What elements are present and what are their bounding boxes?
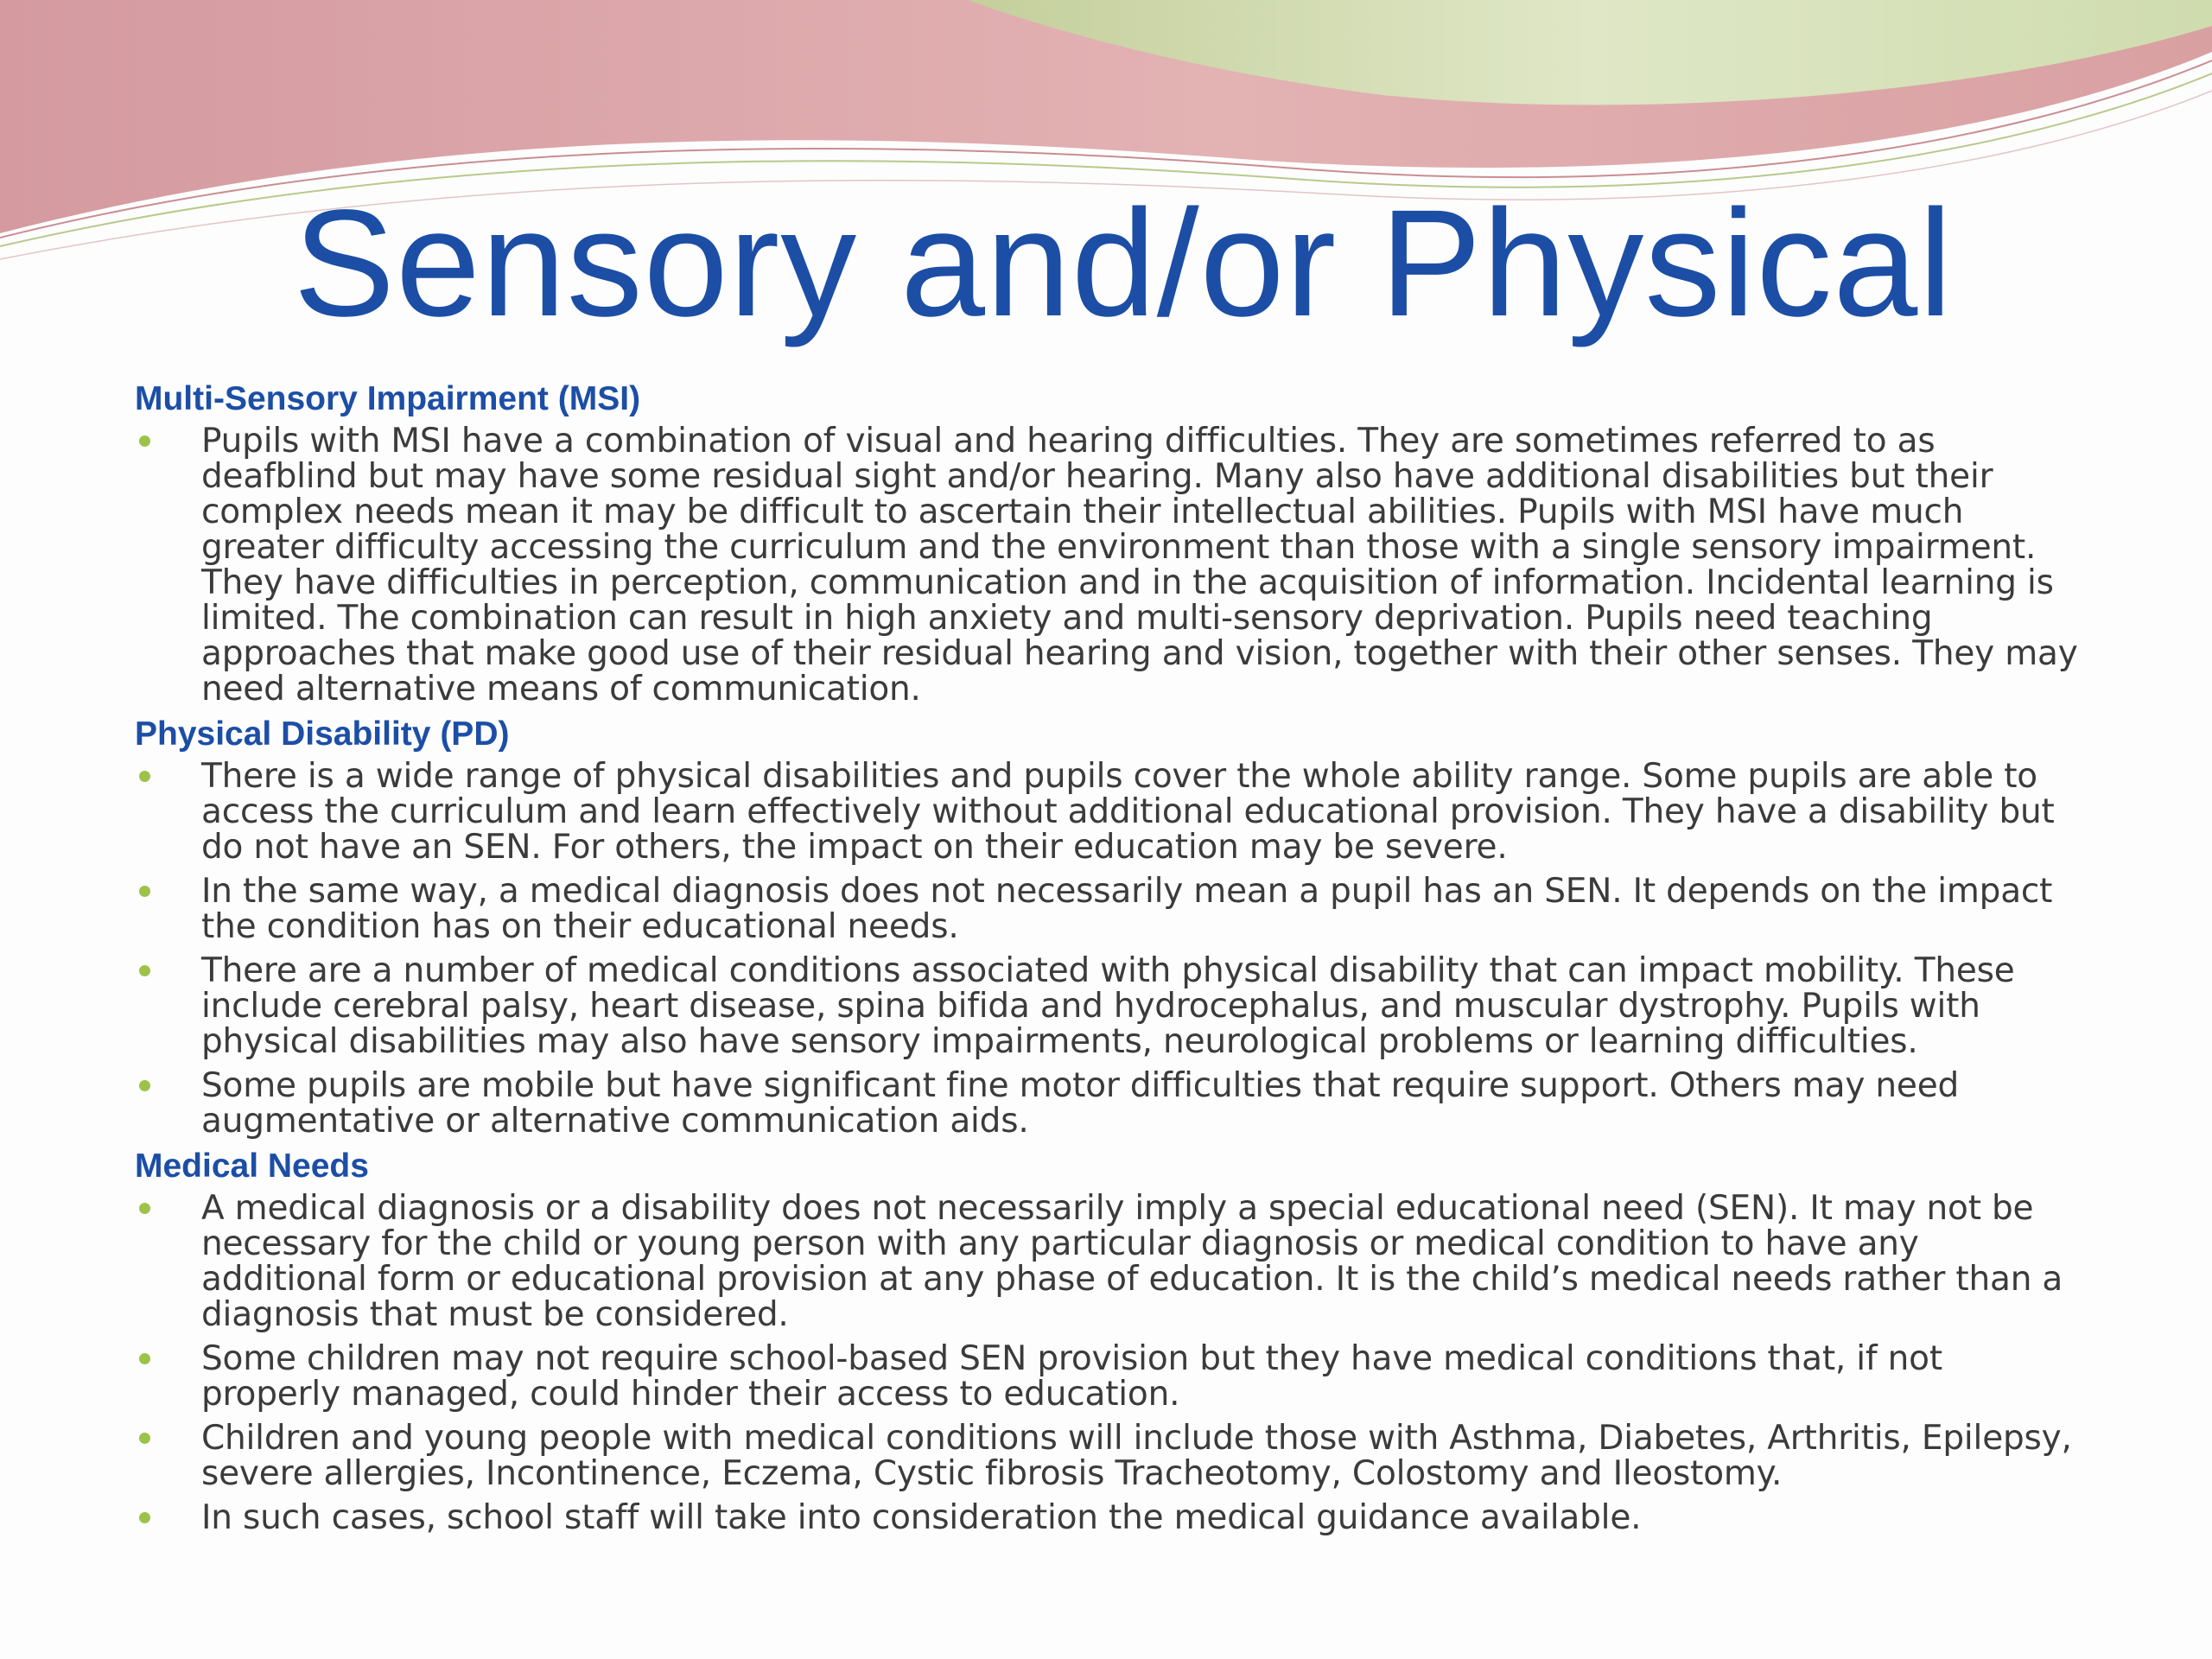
- bullet-text: Children and young people with medical conditions will include those with Asthma, Diabetes, Arthritis, Epilepsy, severe allergies, Incontinence, Eczema, Cystic fibrosis Tracheotomy, Colostomy and Ileostomy.: [201, 1419, 2072, 1493]
- bullet-dot-icon: [139, 1203, 150, 1214]
- bullet-item: [135, 1191, 2079, 1332]
- bullet-text: Some children may not require school-based SEN provision but they have medical conditions that, if not properly managed, could hinder their access to education.: [201, 1339, 1942, 1414]
- bullet-dot-icon: [139, 1353, 150, 1364]
- section-heading: Physical Disability (PD): [135, 715, 510, 753]
- bullet-dot-icon: [139, 1433, 150, 1444]
- bullet-text: Some pupils are mobile but have significant fine motor difficulties that require support. Others may need augmentative or alternative communication aids.: [201, 1066, 1960, 1141]
- bullet-item: [135, 1341, 2079, 1412]
- bullet-text: A medical diagnosis or a disability does not necessarily imply a special educational need (SEN). It may not be necessary for the child or young person with any particular diagnosis or medical condition to have any additional form or educational provision at any phase of education. It is the child’s medical needs rather than a diagnosis that must be considered.: [201, 1189, 2063, 1334]
- bullet-item: [135, 1068, 2079, 1139]
- section-msi: [135, 380, 2079, 707]
- bullet-text: Pupils with MSI have a combination of visual and hearing difficulties. They are sometimes referred to as deafblind but may have some residual sight and/or hearing. Many also have additional disabilities but their complex needs mean it may be difficult to ascertain their intellectual abilities. Pupils with MSI have much greater difficulty accessing the curriculum and the environment than those with a single sensory impairment. They have difficulties in perception, communication and in the acquisition of information. Incidental learning is limited. The combination can result in high anxiety and multi-sensory deprivation. Pupils need teaching approaches that make good use of their residual hearing and vision, together with their other senses. They may need alternative means of communication.: [201, 422, 2078, 709]
- bullet-item: [135, 874, 2079, 944]
- bullet-list: [135, 1191, 2079, 1535]
- bullet-item: [135, 759, 2079, 865]
- bullet-text: In the same way, a medical diagnosis does not necessarily mean a pupil has an SEN. It depends on the impact the condition has on their educational needs.: [201, 872, 2053, 946]
- bullet-item: [135, 423, 2079, 707]
- bullet-dot-icon: [139, 435, 150, 447]
- bullet-item: [135, 953, 2079, 1059]
- section-physical-disability: [135, 715, 2079, 1139]
- bullet-dot-icon: [139, 771, 150, 782]
- bullet-text: There are a number of medical conditions associated with physical disability that can impact mobility. These include cerebral palsy, heart disease, spina bifida and hydrocephalus, and muscular dystrophy. Pupils with physical disabilities may also have sensory impairments, neurological problems or learning difficulties.: [201, 951, 2015, 1061]
- bullet-list: [135, 759, 2079, 1139]
- section-heading: Multi-Sensory Impairment (MSI): [135, 380, 641, 417]
- bullet-dot-icon: [139, 965, 150, 976]
- bullet-text: There is a wide range of physical disabilities and pupils cover the whole ability range. Some pupils are able to access the curriculum and learn effectively without additional educational provision. They have a disability but do not have an SEN. For others, the impact on their education may be severe.: [201, 757, 2055, 867]
- bullet-item: [135, 1500, 2079, 1535]
- slide-content: [135, 380, 2079, 1544]
- bullet-text: In such cases, school staff will take into consideration the medical guidance available.: [201, 1498, 1642, 1537]
- section-heading: Medical Needs: [135, 1147, 369, 1185]
- bullet-item: [135, 1421, 2079, 1491]
- section-medical-needs: [135, 1147, 2079, 1535]
- slide-title: Sensory and/or Physical: [293, 179, 1954, 348]
- bullet-dot-icon: [139, 1512, 150, 1523]
- bullet-dot-icon: [139, 886, 150, 897]
- bullet-dot-icon: [139, 1080, 150, 1091]
- bullet-list: [135, 423, 2079, 707]
